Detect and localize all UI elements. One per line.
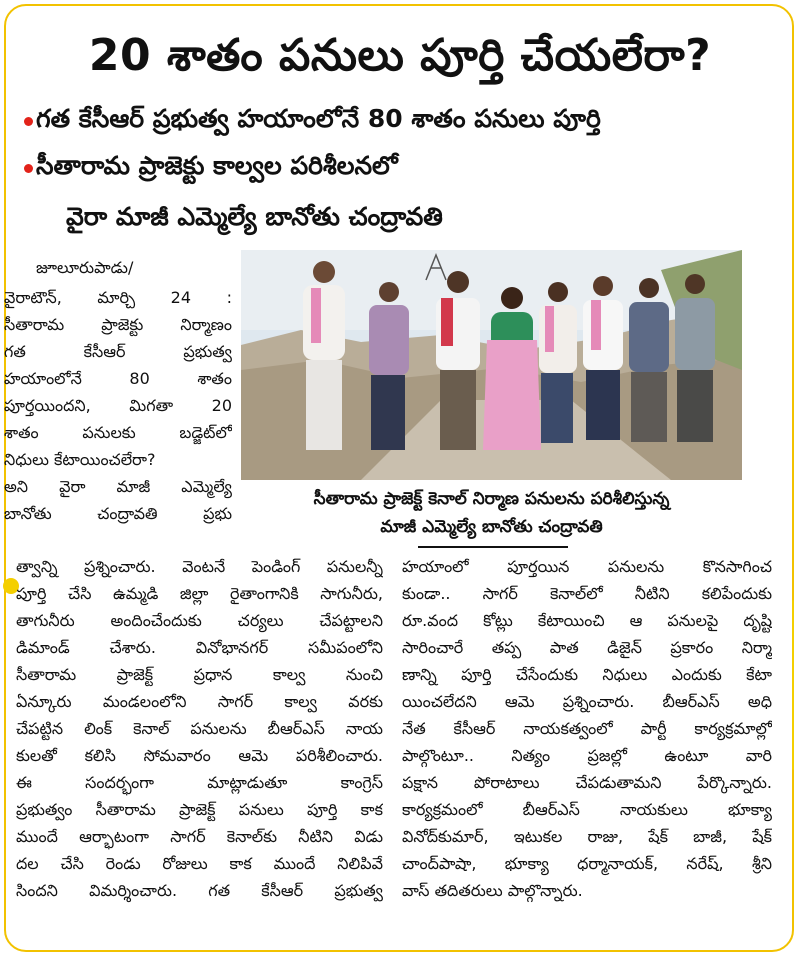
text-line: వైరాటౌన్, మార్చి 24 : [4, 288, 232, 307]
text-line: సిందని విమర్శించారు. గత కేసీఆర్ ప్రభుత్వ [16, 881, 383, 900]
text-line: దల చేసి రెండు రోజులు కాక ముందే నిలిపివే [16, 854, 383, 873]
text-line: పూర్తయిందని, మిగతా 20 [4, 396, 232, 415]
text-line: హయాంలోనే 80 శాతం [4, 369, 232, 388]
text-line: హయాంలో పూర్తయిన పనులను కొనసాగించ [402, 557, 772, 576]
text-line: గత కేసీఆర్ ప్రభుత్వ [4, 342, 232, 361]
text-line: ముందే ఆర్భాటంగా సాగర్ కెనాల్‌కు నీటిని విడు [16, 827, 383, 846]
text-line: చేపట్టిన లింక్ కెనాల్ పనులను బీఆర్ఎస్ నాయ [16, 719, 383, 738]
caption-line: మాజీ ఎమ్మెల్యే బానోతు చంద్రావతి [380, 517, 603, 537]
text-line: కుండా.. సాగర్ కెనాల్‌లో నీటిని కలిపేందుకు [402, 584, 772, 603]
article-column-1 [4, 284, 232, 527]
text-line: సీతారామ ప్రాజెక్ట్ ప్రధాన కాల్వ నుంచి [16, 665, 383, 684]
headline: 20 శాతం పనులు పూర్తి చేయలేరా? [88, 30, 712, 81]
text-line: బానోతు చంద్రావతి ప్రభు [4, 504, 232, 523]
frame-accent [792, 600, 794, 770]
text-line: పాల్గొంటూ.. నిత్యం ప్రజల్లో ఉంటూ వారి [402, 746, 772, 765]
text-line: కార్యక్రమంలో బీఆర్ఎస్ నాయకులు భూక్యా [402, 800, 772, 819]
text-line: కులతో కలిసి సోమవారం ఆమె పరిశీలించారు. [16, 746, 383, 765]
text-line: డిమాండ్ చేశారు. వినోభానగర్ సమీపంలోని [16, 638, 383, 657]
text-line: ప్రభుత్వం సీతారామ ప్రాజెక్ట్ పనులు పూర్తి కాక [16, 800, 383, 819]
caption-rule [418, 546, 568, 548]
bullet-dot [24, 164, 33, 173]
text-line: నిధులు కేటాయించలేరా? [4, 450, 156, 469]
article-column-3 [402, 553, 772, 904]
text-line: ఈ సందర్భంగా మాట్లాడుతూ కాంగ్రెస్ [16, 773, 383, 792]
bullet-2-text: సీతారామ ప్రాజెక్టు కాల్వల పరిశీలనలో [36, 151, 398, 180]
bullet-1-text: గత కేసీఆర్ ప్రభుత్వ హయాంలోనే 80 శాతం పనులు పూర్తి [36, 104, 601, 133]
text-line: శాతం పనులకు బడ్జెట్‌లో [4, 423, 232, 442]
text-line: యించలేదని ఆమె ప్రశ్నించారు. బీఆర్ఎస్ అధి [402, 692, 772, 711]
text-line: సారించారే తప్ప పాత డిజైన్ ప్రకారం నిర్మా [402, 638, 772, 657]
bullet-2 [36, 151, 398, 187]
news-photo [241, 250, 742, 480]
photo-caption [241, 485, 742, 541]
text-line: ణాన్ని పూర్తి చేసేందుకు నిధులు ఎందుకు కేటా [402, 665, 772, 684]
text-line: ఏన్కూరు మండలంలోని సాగర్ కాల్వ వరకు [16, 692, 383, 711]
text-line: పక్షాన పోరాటాలు చేపడుతామని పేర్కొన్నారు. [402, 773, 772, 792]
bullet-dot [24, 117, 33, 126]
text-line: వాస్ తదితరులు పాల్గొన్నారు. [402, 881, 583, 900]
text-line: సీతారామ ప్రాజెక్టు నిర్మాణం [4, 315, 232, 334]
text-line: నేత కేసీఆర్ నాయకత్వంలో పార్టీ కార్యక్రమాల్లో [402, 719, 772, 738]
article-column-2 [16, 553, 383, 904]
text-line: తాగునీరు అందించేందుకు చర్యలు చేపట్టాలని [16, 611, 383, 630]
bullet-2-continuation: వైరా మాజీ ఎమ్మెల్యే బానోతు చంద్రావతి [66, 202, 443, 231]
text-line: అని వైరా మాజీ ఎమ్మెల్యే [4, 477, 232, 496]
bullet-1 [36, 104, 601, 140]
text-line: త్వాన్ని ప్రశ్నించారు. వెంటనే పెండింగ్ పనులన్నీ [16, 557, 383, 576]
text-line: రూ.వంద కోట్లు కేటాయించి ఆ పనులపై దృష్టి [402, 611, 772, 630]
text-line: వినోద్‌కుమార్, ఇటుకల రాజు, షేక్ బాజీ, షేక్ [402, 827, 772, 846]
caption-line: సీతారామ ప్రాజెక్ట్ కెనాల్ నిర్మాణ పనులను పరిశీలిస్తున్న [313, 489, 670, 509]
text-line: పూర్తి చేసి ఉమ్మడి జిల్లా రైతాంగానికి సాగునీరు, [16, 584, 383, 603]
dateline: జూలూరుపాడు/ [36, 258, 134, 277]
text-line: చాంద్‌పాషా, భూక్యా ధర్మానాయక్, నరేష్, శ్రీని [402, 854, 772, 873]
